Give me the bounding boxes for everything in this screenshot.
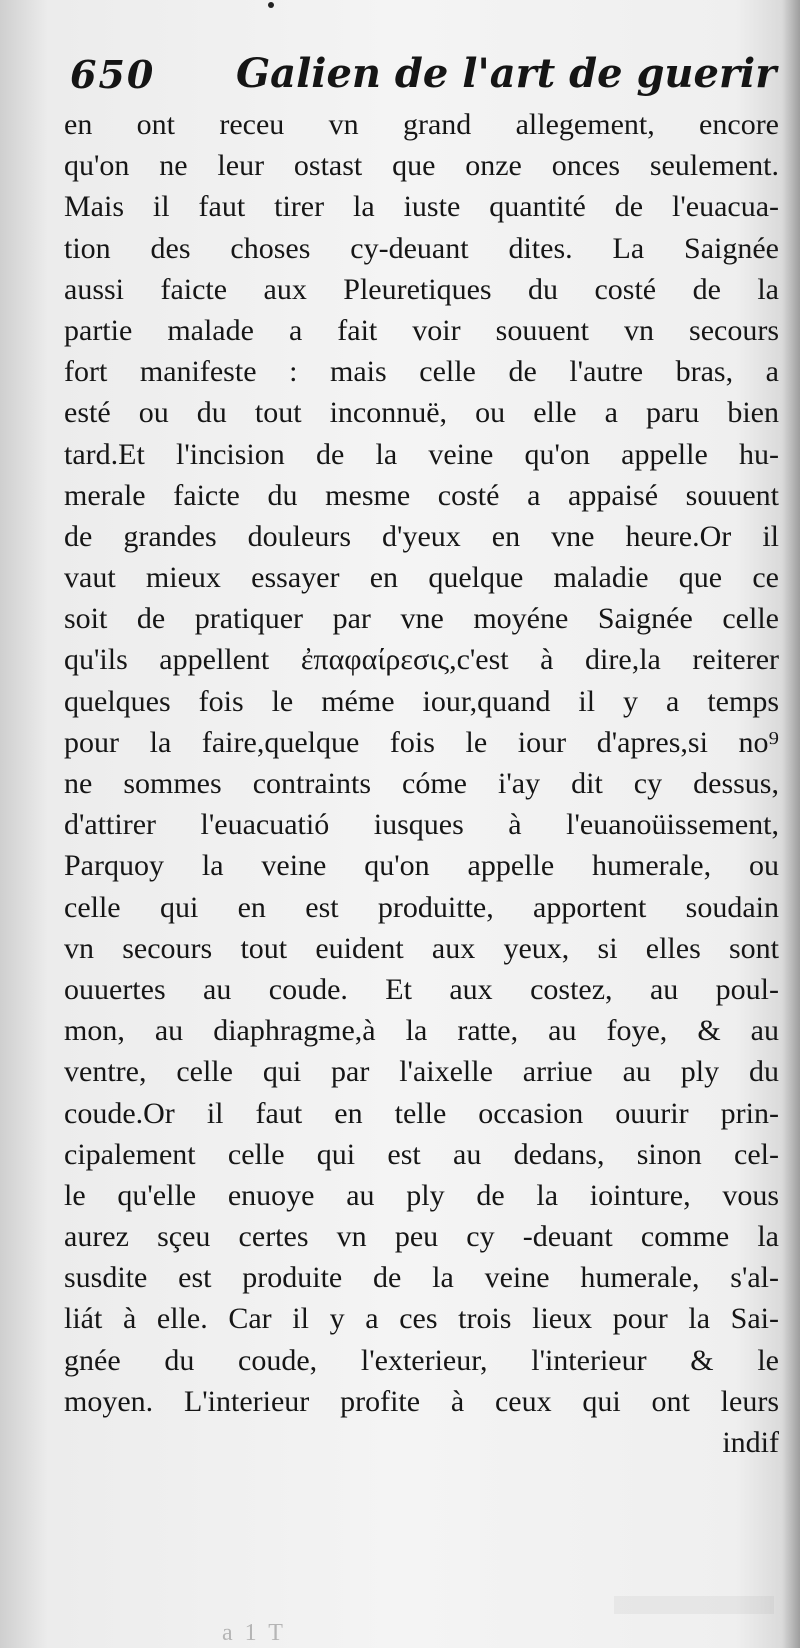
text-line: celle qui en est produitte, apportent soudain <box>64 890 779 924</box>
text-line: partie malade a fait voir souuent vn secours <box>64 313 779 347</box>
page-header <box>70 42 777 102</box>
text-line: ne sommes contraints cóme i'ay dit cy dessus, <box>64 767 779 800</box>
text-line: qu'on ne leur ostast que onze onces seulement. <box>64 149 779 183</box>
paper-stain <box>614 1596 774 1614</box>
text-line: Mais il faut tirer la iuste quantité de l'euacua- <box>64 190 779 224</box>
text-line: ouuertes au coude. Et aux costez, au poul- <box>64 972 779 1006</box>
text-line: esté ou du tout inconnuë, ou elle a paru bien <box>64 396 779 430</box>
text-line: cipalement celle qui est au dedans, sinon cel- <box>64 1137 779 1171</box>
text-line: aurez sçeu certes vn peu cy -deuant comme la <box>64 1220 779 1254</box>
text-line: soit de pratiquer par vne moyéne Saignée celle <box>64 602 779 636</box>
text-line: ventre, celle qui par l'aixelle arriue au ply du <box>64 1055 779 1089</box>
text-line: fort manifeste : mais celle de l'autre bras, a <box>64 355 779 389</box>
text-line: de grandes douleurs d'yeux en vne heure.Or il <box>64 519 779 553</box>
text-line: qu'ils appellent ἐπαφαίρεσις,c'est à dire,la reiterer <box>64 643 779 677</box>
text-line: liát à elle. Car il y a ces trois lieux pour la Sai- <box>64 1302 779 1336</box>
text-line: moyen. L'interieur profite à ceux qui ont leurs <box>64 1384 779 1418</box>
text-line: aussi faicte aux Pleuretiques du costé de la <box>64 272 779 306</box>
text-line: merale faicte du mesme costé a appaisé souuent <box>64 478 779 512</box>
page-number: 650 <box>70 52 156 97</box>
text-line: coude.Or il faut en telle occasion ouurir prin- <box>64 1096 779 1130</box>
signature-mark: a 1 T <box>222 1620 286 1646</box>
body-text <box>64 104 779 1463</box>
text-line: vn secours tout euident aux yeux, si elles sont <box>64 931 779 965</box>
text-line: en ont receu vn grand allegement, encore <box>64 108 779 141</box>
ink-dot <box>268 2 274 8</box>
text-line: susdite est produite de la veine humerale, s'al- <box>64 1261 779 1295</box>
text-line: pour la faire,quelque fois le iour d'apres,si no⁹ <box>64 725 779 759</box>
text-line: mon, au diaphragme,à la ratte, au foye, & au <box>64 1014 779 1048</box>
page-edge-shadow <box>782 0 800 1648</box>
text-line: quelques fois le méme iour,quand il y a temps <box>64 684 779 718</box>
text-line: d'attirer l'euacuatió iusques à l'euanoüissement, <box>64 808 779 842</box>
running-title: Galien de l'art de guerir <box>236 50 777 97</box>
text-line: tion des choses cy-deuant dites. La Saignée <box>64 231 779 265</box>
text-line: le qu'elle enuoye au ply de la iointure, vous <box>64 1178 779 1212</box>
text-line: gnée du coude, l'exterieur, l'interieur & le <box>64 1343 779 1377</box>
text-line: Parquoy la veine qu'on appelle humerale, ou <box>64 849 779 883</box>
text-line: vaut mieux essayer en quelque maladie que ce <box>64 561 779 595</box>
text-line: tard.Et l'incision de la veine qu'on appelle hu- <box>64 437 779 471</box>
catchword: indif <box>722 1426 779 1459</box>
